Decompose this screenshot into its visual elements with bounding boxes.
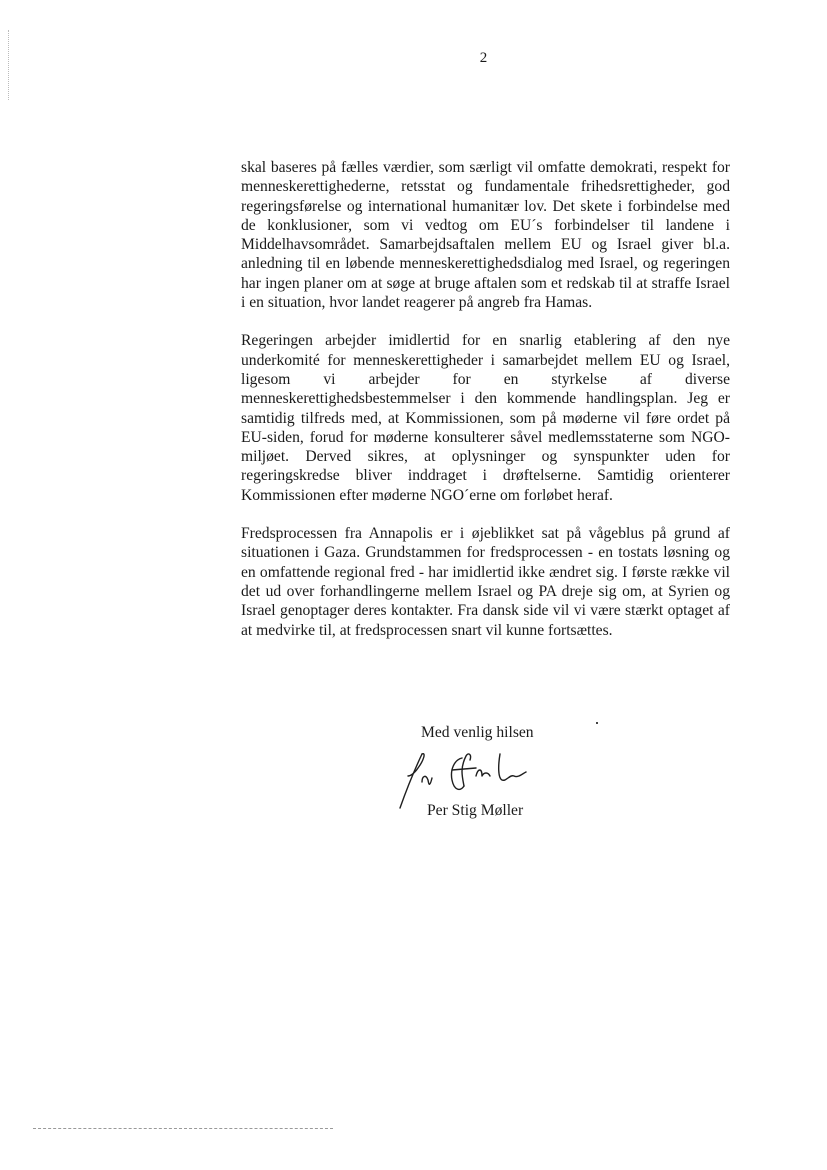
paragraph-1: skal baseres på fælles værdier, som særligt vil omfatte demokrati, respekt for menneskerettighederne, retsstat og fundamentale frihedsrettigheder, god regeringsførelse og international humanitær lov. Det skete i forbindelse med de konklusioner, som vi vedtog om EU´s forbindelser til landene i Middelhavsområdet. Samarbejdsaftalen mellem EU og Israel giver bl.a. anledning til en løbende menneskerettighedsdialog med Israel, og regeringen har ingen planer om at søge at bruge aftalen som et redskab til at straffe Israel i en situation, hvor landet reagerer på angreb fra Hamas. bbox=[241, 159, 730, 312]
closing-greeting: Med venlig hilsen bbox=[421, 724, 534, 741]
paragraph-2: Regeringen arbejder imidlertid for en snarlig etablering af den nye underkomité for menneskerettigheder i samarbejdet mellem EU og Israel, ligesom vi arbejder for en styrkelse af diverse menneskerettighedsbestemmelser i den kommende handlingsplan. Jeg er samtidig tilfreds med, at Kommissionen, som på møderne vil føre ordet på EU-siden, forud for møderne konsulterer såvel medlemsstaterne som NGO-miljøet. Derved sikres, at oplysninger og synspunkter uden for regeringskredse bliver inddraget i drøftelserne. Samtidig orienterer Kommissionen efter møderne NGO´erne om forløbet heraf. bbox=[241, 332, 730, 504]
letter-body bbox=[241, 158, 730, 659]
scan-edge-mark bbox=[8, 30, 10, 100]
page-number: 2 bbox=[479, 50, 488, 66]
paragraph-3: Fredsprocessen fra Annapolis er i øjeblikket sat på vågeblus på grund af situationen i Gaza. Grundstammen for fredsprocessen - en tostats løsning og en omfattende regional fred - har imidlertid ikke ændret sig. I første række vil det ud over forhandlingerne mellem Israel og PA dreje sig om, at Syrien og Israel genoptager deres kontakter. Fra dansk side vil vi være stærkt optaget af at medvirke til, at fredsprocessen snart vil kunne fortsættes. bbox=[241, 525, 730, 639]
signer-name: Per Stig Møller bbox=[427, 802, 524, 819]
stray-mark bbox=[596, 722, 598, 724]
scan-edge-mark-bottom bbox=[33, 1128, 333, 1130]
